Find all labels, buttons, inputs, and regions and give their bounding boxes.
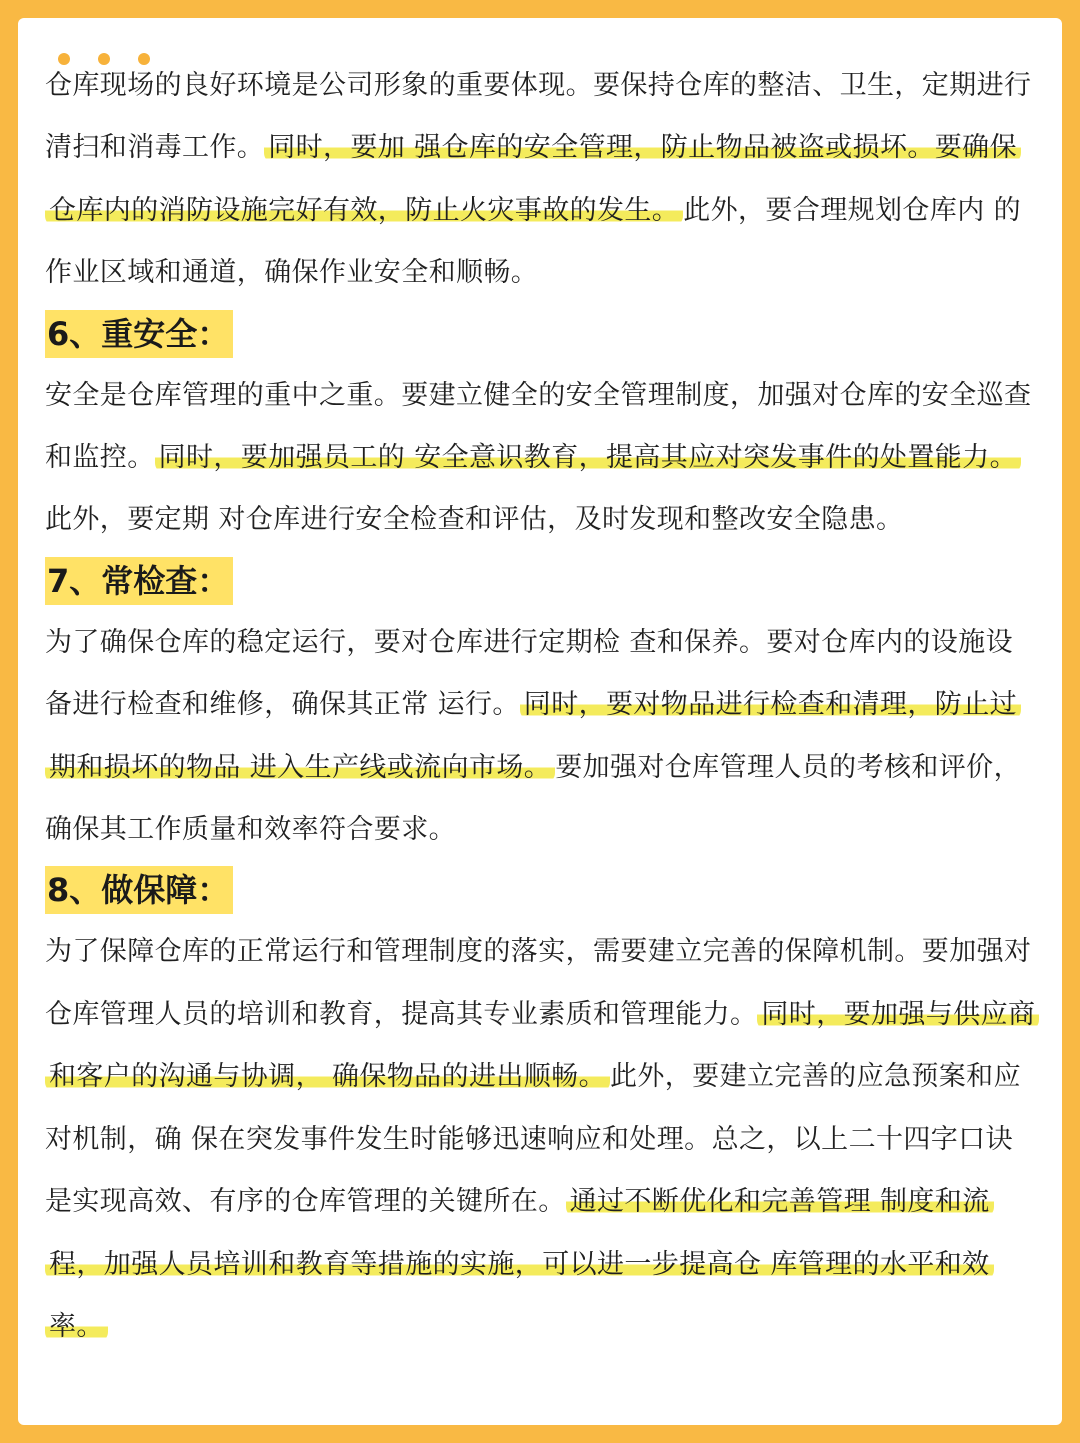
section-8-text-2: 此外，要建立完善的应急预案和应对机制，确 保在突发事件发生时能够迅速响应和处理。总之，以上二十四字口诀 是实现高效、有序的仓库管理的关键所在。	[45, 1061, 1021, 1218]
section-7-heading: 7、常检查：	[45, 557, 233, 605]
intro-text-1: 仓库现场的良好环境是公司形象的重要体现。要保持仓库的整洁、卫生，定期进行清扫和消毒工作。	[45, 70, 1032, 164]
section-8-highlight-1: 同时，要加强与供应商和客户的沟通与协调， 确保物品的进出顺畅。	[45, 999, 1039, 1092]
content-card	[18, 18, 1062, 1425]
section-6-text-1: 安全是仓库管理的重中之重。要建立健全的安全管理制度，加强对仓库的安全巡查和监控。	[45, 379, 1032, 474]
section-8-heading: 8、做保障：	[45, 866, 233, 914]
section-7-paragraph	[45, 612, 1037, 862]
section-8-text-1: 为了保障仓库的正常运行和管理制度的落实，需要建立完善的保障机制。要加强对仓库管理人员的培训和教育，提高其专业素质和管理能力。	[45, 936, 1032, 1030]
section-7-highlight: 同时，要对物品进行检查和清理，防止过期和损坏的物品 进入生产线或流向市场。	[45, 689, 1021, 782]
intro-text-2: 此外，要合理规划仓库内 的作业区域和通道，确保作业安全和顺畅。	[45, 194, 1021, 289]
section-6-highlight: 同时，要加强员工的 安全意识教育，提高其应对突发事件的处置能力。	[155, 442, 1021, 473]
section-6-paragraph	[45, 365, 1037, 552]
section-8-paragraph	[45, 921, 1037, 1358]
article-body	[45, 55, 1037, 1358]
section-7-text-2: 要加强对仓库管理人员的考核和评价， 确保其工作质量和效率符合要求。	[45, 751, 1021, 846]
intro-highlight: 同时，要加 强仓库的安全管理，防止物品被盗或损坏。要确保仓库内的消防设施完好有效，防止火灾事故的发生。	[45, 132, 1021, 225]
intro-paragraph	[45, 55, 1037, 305]
section-6-heading: 6、重安全：	[45, 310, 233, 358]
section-7-text-1: 为了确保仓库的稳定运行，要对仓库进行定期检 查和保养。要对仓库内的设施设备进行检查和维修，确保其正常 运行。	[45, 626, 1013, 721]
section-8-highlight-2: 通过不断优化和完善管理 制度和流程，加强人员培训和教育等措施的实施，可以进一步提高仓 库管理的水平和效率。	[45, 1186, 994, 1342]
section-6-text-2: 此外，要定期 对仓库进行安全检查和评估，及时发现和整改安全隐患。	[45, 504, 904, 536]
